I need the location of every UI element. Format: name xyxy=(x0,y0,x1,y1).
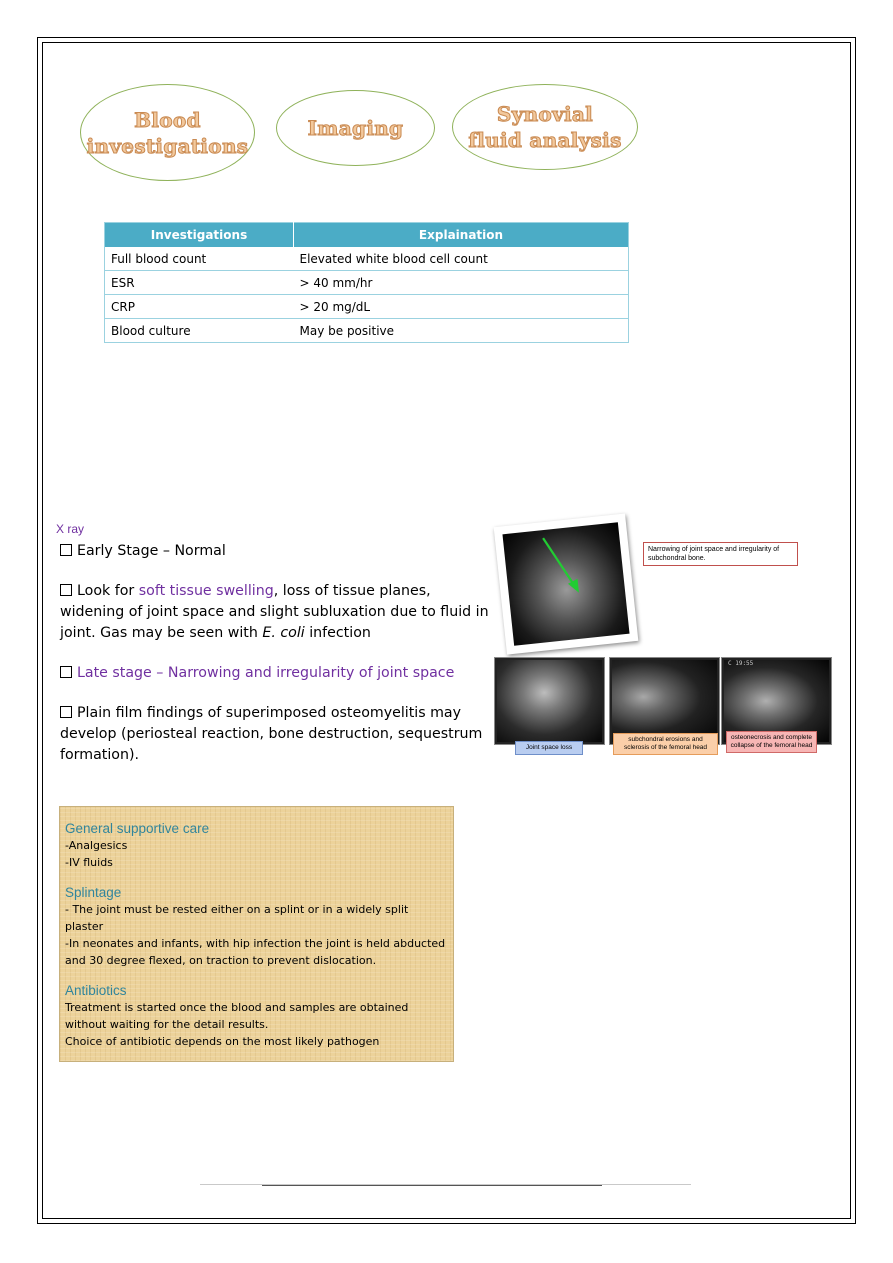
table-cell: CRP xyxy=(105,295,294,319)
green-arrow-icon xyxy=(502,522,629,646)
xray-heading: X ray xyxy=(56,522,85,536)
table-cell: Blood culture xyxy=(105,319,294,343)
management-box xyxy=(59,806,454,1062)
oval-synovial-fluid-analysis xyxy=(452,84,638,170)
section-antibiotics xyxy=(65,983,448,1050)
section-supportive-care xyxy=(65,821,448,871)
oval-label: Synovial fluid analysis xyxy=(468,102,622,152)
list-item: Look for soft tissue swelling, loss of tissue planes, widening of joint space and slight subluxation due to fluid in joint. Gas may be seen with E. coli infection xyxy=(60,583,489,641)
list-item: Plain film findings of superimposed osteomyelitis may develop (periosteal reaction, bone destruction, sequestrum formation). xyxy=(60,705,483,763)
section-line: - The joint must be rested either on a splint or in a widely split plaster xyxy=(65,903,409,933)
section-line: Treatment is started once the blood and samples are obtained without waiting for the detail results. xyxy=(65,1001,409,1031)
table-header-row xyxy=(105,223,629,248)
oval-blood-investigations xyxy=(80,84,255,181)
checkbox-bullet-icon xyxy=(60,544,72,556)
checkbox-bullet-icon xyxy=(60,666,72,678)
film-label-subchondral-erosions: subchondral erosions and sclerosis of the femoral head xyxy=(613,733,718,755)
section-line: -In neonates and infants, with hip infection the joint is held abducted and 30 degree flexed, on traction to prevent dislocation. xyxy=(65,937,446,967)
investigations-table xyxy=(104,222,629,343)
table-cell: ESR xyxy=(105,271,294,295)
table-cell: May be positive xyxy=(294,319,629,343)
list-item: Late stage – Narrowing and irregularity of joint space xyxy=(60,663,490,684)
table-row xyxy=(105,247,629,271)
hip-film-2 xyxy=(610,658,719,744)
list-item: Early Stage – Normal xyxy=(60,541,490,562)
checkbox-bullet-icon xyxy=(60,706,72,718)
column-header: Investigations xyxy=(105,223,294,248)
xray-caption: Narrowing of joint space and irregularity of subchondral bone. xyxy=(643,542,798,566)
section-title: Antibiotics xyxy=(65,983,127,998)
section-line: -Analgesics xyxy=(65,839,128,852)
column-header: Explaination xyxy=(294,223,629,248)
table-row xyxy=(105,295,629,319)
footer-divider xyxy=(262,1185,602,1186)
table-cell: Full blood count xyxy=(105,247,294,271)
table-row xyxy=(105,271,629,295)
film-label-joint-space-loss: Joint space loss xyxy=(515,741,583,755)
oval-imaging xyxy=(276,90,435,166)
section-line: Choice of antibiotic depends on the most likely pathogen xyxy=(65,1035,380,1048)
film-label-osteonecrosis: osteonecrosis and complete collapse of the femoral head xyxy=(726,731,817,753)
oval-label: Blood investigations xyxy=(86,107,249,158)
table-cell: Elevated white blood cell count xyxy=(294,247,629,271)
section-splintage xyxy=(65,885,448,969)
section-title: General supportive care xyxy=(65,821,210,836)
oval-label: Imaging xyxy=(307,116,404,140)
table-row xyxy=(105,319,629,343)
hip-film-1 xyxy=(495,658,604,744)
xray-bullet-list xyxy=(60,541,490,785)
table-cell: > 20 mg/dL xyxy=(294,295,629,319)
checkbox-bullet-icon xyxy=(60,584,72,596)
table-cell: > 40 mm/hr xyxy=(294,271,629,295)
section-title: Splintage xyxy=(65,885,122,900)
film-corner-text: C 19:55 xyxy=(728,660,754,667)
section-line: -IV fluids xyxy=(65,856,113,869)
knee-xray-image xyxy=(494,513,639,654)
